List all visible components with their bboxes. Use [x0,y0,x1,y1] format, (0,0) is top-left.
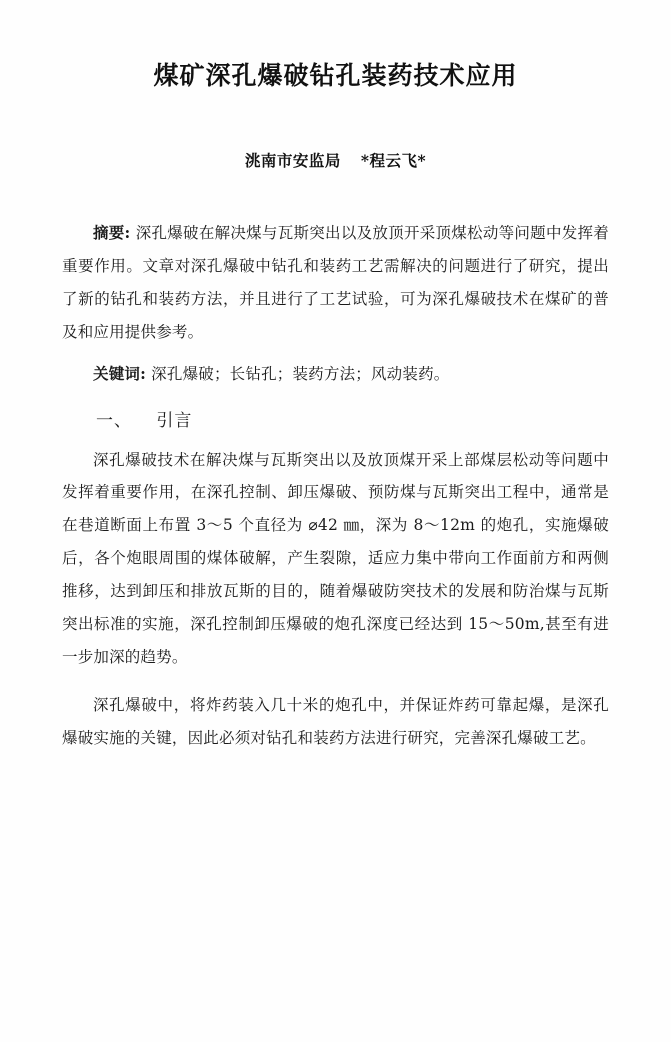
keywords-text: 深孔爆破；长钻孔；装药方法；风动装药。 [151,365,450,384]
section-heading [62,405,609,437]
body-paragraph-2: 深孔爆破中，将炸药装入几十米的炮孔中，并保证炸药可靠起爆，是深孔爆破实施的关键，因此必须对钻孔和装药方法进行研究，完善深孔爆破工艺。 [62,696,609,747]
body-paragraph-1: 深孔爆破技术在解决煤与瓦斯突出以及放顶煤开采上部煤层松动等问题中发挥着重要作用，在深孔控制、卸压爆破、预防煤与瓦斯突出工程中，通常是在巷道断面上布置 3～5 个直径为 ⌀42 ㎜，深为 8～12m 的炮孔，实施爆破后，各个炮眼周围的煤体破解，产生裂隙，适应力集中带向工作面前方和两侧推移，达到卸压和排放瓦斯的目的，随着爆破防突技术的发展和防治煤与瓦斯突出标准的实施，深孔控制卸压爆破的炮孔深度已经达到 15～50m,甚至有进一步加深的趋势。 [62,450,609,666]
section-title: 引言 [156,411,193,432]
section-number: 一、 [96,411,132,432]
page-title: 煤矿深孔爆破钻孔装药技术应用 [153,61,518,90]
keywords-block [62,358,609,391]
keywords-label: 关键词: [93,364,147,384]
abstract-text: 深孔爆破在解决煤与瓦斯突出以及放顶开采顶煤松动等问题中发挥着重要作用。文章对深孔爆破中钻孔和装药工艺需解决的问题进行了研究，提出了新的钻孔和装药方法，并且进行了工艺试验，可为深孔爆破技术在煤矿的普及和应用提供参考。 [62,224,609,341]
byline-affiliation: 洮南市安监局 [244,151,341,170]
abstract-block [62,217,609,348]
abstract-label: 摘要: [93,223,131,242]
byline [62,149,609,171]
byline-author: *程云飞* [360,151,427,170]
